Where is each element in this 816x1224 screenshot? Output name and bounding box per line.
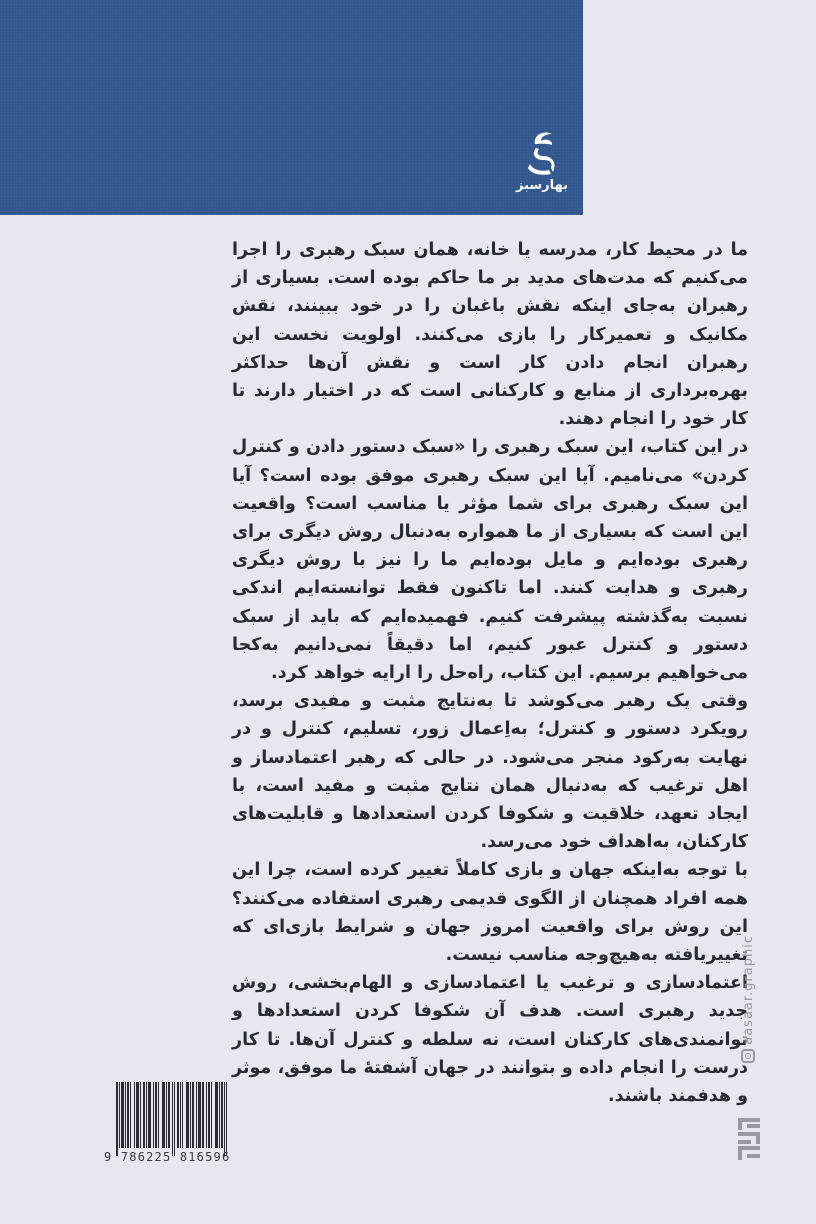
designer-credit [737, 935, 759, 1115]
cover-header-band [0, 0, 583, 215]
blurb-paragraph: ما در محیط کار، مدرسه یا خانه، همان سبک رهبری را اجرا می‌کنیم که مدت‌های مدید بر ما حاکم بوده است. بسیاری از رهبران به‌جای اینکه نقش باغبان را در خود ببینند، نقش مکانیک و تعمیرکار را بازی می‌کنند. اولویت نخست این رهبران انجام دادن کار است و نقش آن‌ها حداکثر بهره‌برداری از منابع و کارکنانی است که در اختیار دارند تا کار خود را انجام دهند. [232, 240, 748, 430]
book-leaf-icon [527, 128, 557, 176]
isbn-barcode [104, 1082, 246, 1174]
designer-logo-icon [738, 1118, 760, 1162]
blurb-paragraph: در این کتاب، این سبک رهبری را «سبک دستور دادن و کنترل کردن» می‌نامیم. آیا این سبک رهبری موفق بوده است؟ آیا این سبک رهبری برای شما مؤثر یا مناسب است؟ واقعیت این است که بسیاری از ما همواره به‌دنبال روش دیگری برای رهبری بوده‌ایم و مایل بوده‌ایم ما را نیز با روش دیگری رهبری و هدایت کنند. اما تاکنون فقط توانسته‌ایم اندکی نسبت به‌گذشته پیشرفت کنیم. فهمیده‌ایم که باید از سبک دستور و کنترل عبور کنیم، اما دقیقاً نمی‌دانیم به‌کجا می‌خواهیم برسیم. این کتاب، راه‌حل را ارایه خواهد کرد. [232, 437, 748, 684]
instagram-icon [741, 1049, 755, 1063]
back-cover-blurb [232, 236, 748, 1110]
blurb-paragraph: با توجه به‌اینکه جهان و بازی کاملاً تغییر کرده است، چرا این همه افراد همچنان از الگوی قدیمی رهبری استفاده می‌کنند؟ این روش برای واقعیت امروز جهان و شرایط بازی‌ای که تغییریافته به‌هیچ‌وجه مناسب نیست. [232, 860, 748, 966]
barcode-bars [104, 1082, 246, 1148]
blurb-paragraph: اعتمادسازی و ترغیب یا اعتمادسازی و الهام‌بخشی، روش جدید رهبری است. هدف آن شکوفا کردن استعدادها و توانمندی‌های کارکنان است، نه سلطه و کنترل آن‌ها. تا کار درست را انجام داده و بتوانند در جهان آشفتهٔ ما موفق، موثر و هدفمند باشند. [232, 973, 748, 1107]
isbn-digits: 9 786225 816596 [104, 1150, 231, 1164]
publisher-logo [516, 128, 569, 208]
blurb-paragraph: وقتی یک رهبر می‌کوشد تا به‌نتایج مثبت و مفیدی برسد، رویکرد دستور و کنترل؛ به‌اِعمال زور، تسلیم، کنترل و در نهایت به‌رکود منجر می‌شود. در حالی که رهبر اعتمادساز و اهل ترغیب که به‌دنبال همان نتایج مثبت و مفید است، با ایجاد تعهد، خلاقیت و شکوفا کردن استعدادها و قابلیت‌های کارکنان، به‌اهداف خود می‌رسد. [232, 691, 748, 853]
designer-handle: aasaar.graphic [740, 935, 756, 1045]
publisher-name: بهارسبز [516, 178, 569, 193]
